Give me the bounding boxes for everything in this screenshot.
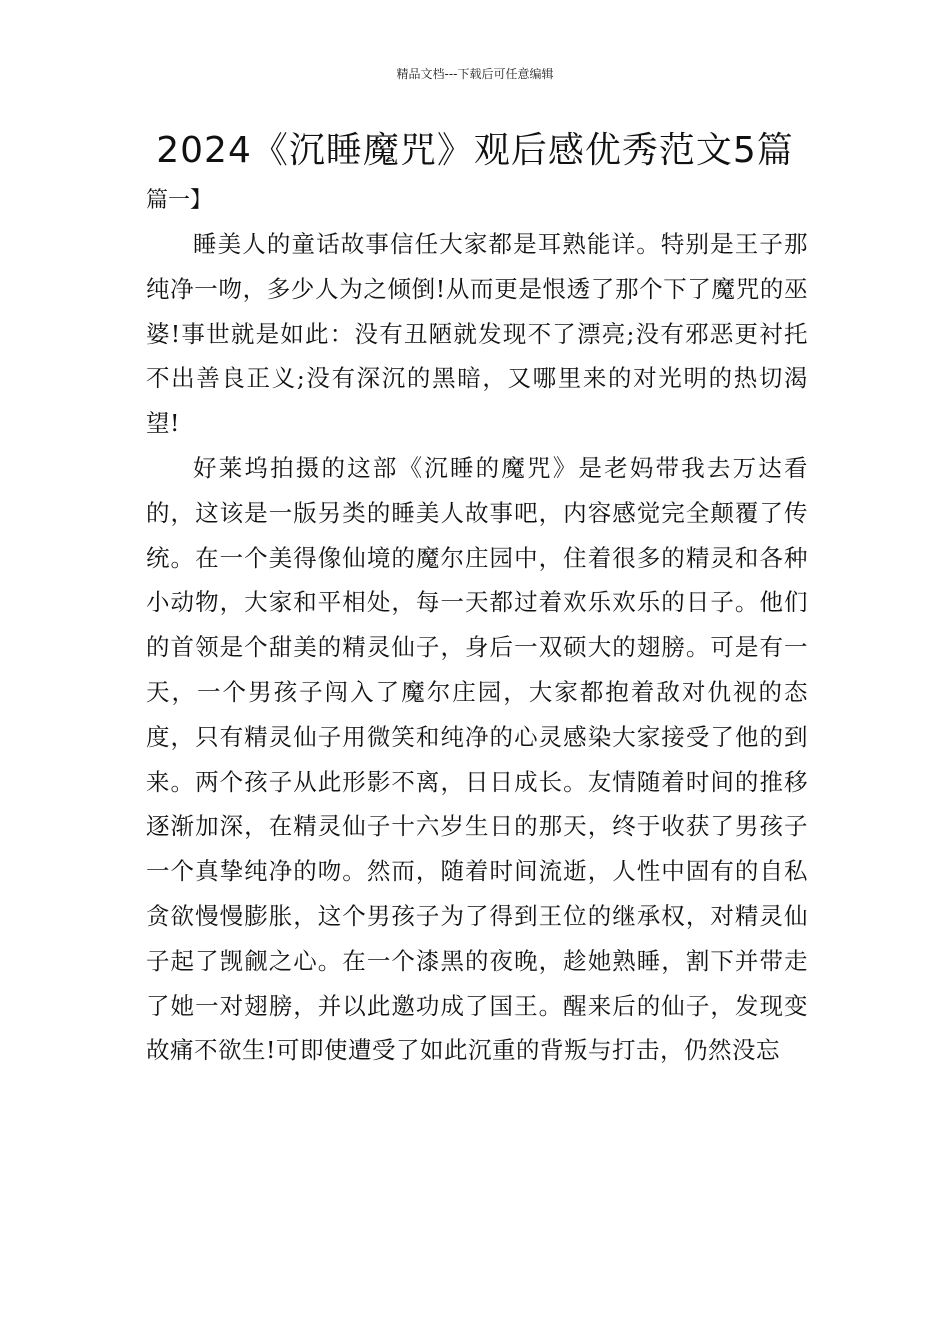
document-title: 2024《沉睡魔咒》观后感优秀范文5篇: [156, 130, 794, 171]
page-header: 精品文档---下载后可任意编辑: [396, 67, 554, 81]
paragraph: 睡美人的童话故事信任大家都是耳熟能详。特别是王子那纯净一吻，多少人为之倾倒!从而更是恨透了那个下了魔咒的巫婆!事世就是如此：没有丑陋就发现不了漂亮;没有邪恶更衬托不出善良正义;没有深沉的黑暗，又哪里来的对光明的热切渴望!: [146, 230, 808, 438]
paragraph: 好莱坞拍摄的这部《沉睡的魔咒》是老妈带我去万达看的，这该是一版另类的睡美人故事吧，内容感觉完全颠覆了传统。在一个美得像仙境的魔尔庄园中，住着很多的精灵和各种小动物，大家和平相处，每一天都过着欢乐欢乐的日子。他们的首领是个甜美的精灵仙子，身后一双硕大的翅膀。可是有一天，一个男孩子闯入了魔尔庄园，大家都抱着敌对仇视的态度，只有精灵仙子用微笑和纯净的心灵感染大家接受了他的到来。两个孩子从此形影不离，日日成长。友情随着时间的推移逐渐加深，在精灵仙子十六岁生日的那天，终于收获了男孩子一个真挚纯净的吻。然而，随着时间流逝，人性中固有的自私贪欲慢慢膨胀，这个男孩子为了得到王位的继承权，对精灵仙子起了觊觎之心。在一个漆黑的夜晚，趁她熟睡，割下并带走了她一对翅膀，并以此邀功成了国王。醒来后的仙子，发现变故痛不欲生!可即使遭受了如此沉重的背叛与打击，仍然没忘: [146, 453, 808, 1065]
section-label: 篇一】: [146, 188, 213, 213]
document-body: [146, 222, 808, 1073]
